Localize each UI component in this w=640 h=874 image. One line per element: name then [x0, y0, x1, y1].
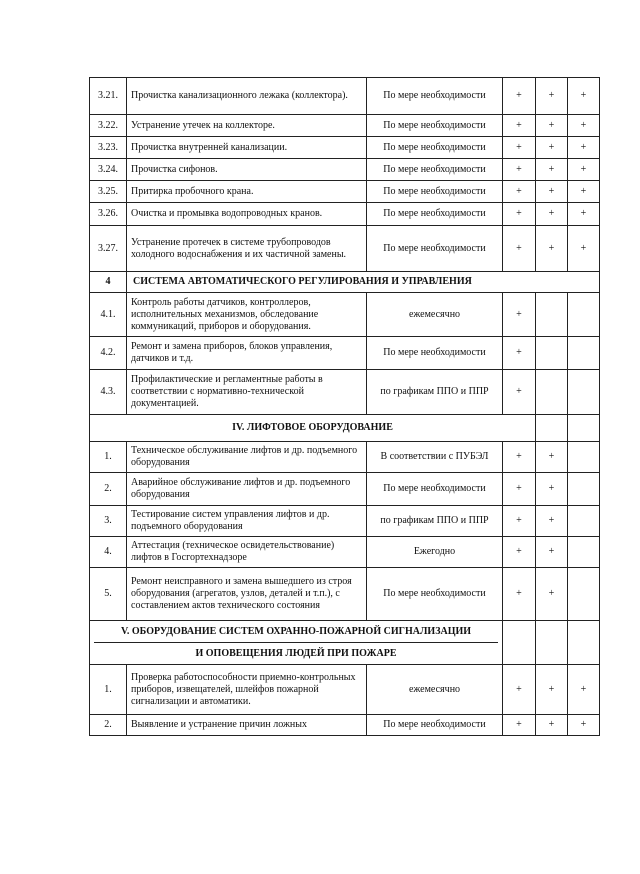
work-description: Выявление и устранение причин ложных [127, 715, 367, 736]
empty-cell [536, 621, 568, 665]
work-description: Прочистка сифонов. [127, 159, 367, 181]
mark-cell: + [503, 181, 536, 203]
mark-cell: + [536, 137, 568, 159]
mark-cell: + [536, 568, 568, 621]
work-description: Аварийное обслуживание лифтов и др. подъемного оборудования [127, 473, 367, 506]
table-row [90, 181, 600, 203]
mark-cell: + [536, 473, 568, 506]
work-frequency: По мере необходимости [367, 337, 503, 370]
row-number: 3.23. [90, 137, 127, 159]
mark-cell: + [503, 665, 536, 715]
mark-cell: + [536, 715, 568, 736]
work-description: Аттестация (техническое освидетельствование) лифтов в Госгортехнадзоре [127, 537, 367, 568]
mark-cell: + [568, 181, 600, 203]
table-row [90, 226, 600, 272]
row-number: 3.24. [90, 159, 127, 181]
row-number: 2. [90, 715, 127, 736]
mark-cell: + [568, 115, 600, 137]
mark-cell: + [503, 442, 536, 473]
mark-cell [568, 473, 600, 506]
work-frequency: по графикам ППО и ППР [367, 370, 503, 415]
section-title-line: И ОПОВЕЩЕНИЯ ЛЮДЕЙ ПРИ ПОЖАРЕ [195, 648, 397, 659]
work-description: Контроль работы датчиков, контроллеров, исполнительных механизмов, обследование коммуникаций, приборов и оборудования. [127, 293, 367, 337]
empty-cell [536, 415, 568, 442]
mark-cell: + [503, 537, 536, 568]
work-description: Ремонт неисправного и замена вышедшего из строя оборудования (агрегатов, узлов, деталей и т.п.), с составлением актов технического состояния [127, 568, 367, 621]
work-description: Притирка пробочного крана. [127, 181, 367, 203]
row-number: 2. [90, 473, 127, 506]
mark-cell: + [503, 226, 536, 272]
section-title-line: V. ОБОРУДОВАНИЕ СИСТЕМ ОХРАННО-ПОЖАРНОЙ СИГНАЛИЗАЦИИ [94, 621, 498, 643]
table-row [90, 115, 600, 137]
table-row [90, 715, 600, 736]
section-title: СИСТЕМА АВТОМАТИЧЕСКОГО РЕГУЛИРОВАНИЯ И УПРАВЛЕНИЯ [127, 272, 600, 293]
mark-cell: + [503, 78, 536, 115]
mark-cell: + [568, 226, 600, 272]
work-frequency: По мере необходимости [367, 473, 503, 506]
mark-cell [568, 370, 600, 415]
mark-cell [568, 293, 600, 337]
work-frequency: По мере необходимости [367, 115, 503, 137]
table-row [90, 506, 600, 537]
work-frequency: По мере необходимости [367, 715, 503, 736]
table-row [90, 665, 600, 715]
work-frequency: ежемесячно [367, 293, 503, 337]
mark-cell: + [568, 137, 600, 159]
table-row [90, 203, 600, 226]
row-number: 4. [90, 537, 127, 568]
mark-cell: + [536, 181, 568, 203]
work-description: Прочистка канализационного лежака (коллектора). [127, 78, 367, 115]
mark-cell: + [536, 159, 568, 181]
mark-cell [536, 337, 568, 370]
mark-cell: + [536, 78, 568, 115]
mark-cell: + [568, 78, 600, 115]
table-row [90, 159, 600, 181]
work-description: Техническое обслуживание лифтов и др. подъемного оборудования [127, 442, 367, 473]
work-description: Проверка работоспособности приемно-контрольных приборов, извещателей, шлейфов пожарной сигнализации и автоматики. [127, 665, 367, 715]
table-row [90, 293, 600, 337]
mark-cell: + [503, 473, 536, 506]
row-number: 3.25. [90, 181, 127, 203]
work-frequency: По мере необходимости [367, 181, 503, 203]
row-number: 3.26. [90, 203, 127, 226]
row-number: 1. [90, 665, 127, 715]
empty-cell [568, 621, 600, 665]
work-frequency: В соответствии с ПУБЭЛ [367, 442, 503, 473]
work-frequency: По мере необходимости [367, 568, 503, 621]
work-frequency: По мере необходимости [367, 203, 503, 226]
mark-cell: + [536, 203, 568, 226]
table-row [90, 568, 600, 621]
mark-cell: + [503, 203, 536, 226]
work-description: Прочистка внутренней канализации. [127, 137, 367, 159]
mark-cell: + [503, 159, 536, 181]
work-description: Профилактические и регламентные работы в соответствии с нормативно-технической документацией. [127, 370, 367, 415]
work-description: Тестирование систем управления лифтов и др. подъемного оборудования [127, 506, 367, 537]
mark-cell: + [568, 159, 600, 181]
table-row [90, 473, 600, 506]
table-row [90, 272, 600, 293]
mark-cell [568, 568, 600, 621]
work-frequency: по графикам ППО и ППР [367, 506, 503, 537]
mark-cell [568, 442, 600, 473]
mark-cell: + [503, 115, 536, 137]
mark-cell [568, 506, 600, 537]
section-title [90, 621, 503, 665]
table-row [90, 537, 600, 568]
mark-cell: + [536, 537, 568, 568]
work-frequency: По мере необходимости [367, 159, 503, 181]
empty-cell [568, 415, 600, 442]
mark-cell: + [568, 665, 600, 715]
row-number: 4.3. [90, 370, 127, 415]
mark-cell [568, 537, 600, 568]
mark-cell: + [503, 715, 536, 736]
table-row [90, 337, 600, 370]
work-description: Очистка и промывка водопроводных кранов. [127, 203, 367, 226]
empty-cell [503, 621, 536, 665]
table-row [90, 137, 600, 159]
row-number: 3.21. [90, 78, 127, 115]
work-frequency: ежемесячно [367, 665, 503, 715]
mark-cell: + [503, 568, 536, 621]
row-number: 3.27. [90, 226, 127, 272]
work-description: Устранение протечек в системе трубопроводов холодного водоснабжения и их частичной замены. [127, 226, 367, 272]
mark-cell: + [503, 506, 536, 537]
work-frequency: Ежегодно [367, 537, 503, 568]
table-row [90, 370, 600, 415]
row-number: 1. [90, 442, 127, 473]
mark-cell: + [503, 370, 536, 415]
mark-cell: + [568, 715, 600, 736]
row-number: 3.22. [90, 115, 127, 137]
mark-cell [536, 293, 568, 337]
table-body [90, 78, 600, 736]
section-title: IV. ЛИФТОВОЕ ОБОРУДОВАНИЕ [90, 415, 536, 442]
table-row [90, 78, 600, 115]
work-frequency: По мере необходимости [367, 78, 503, 115]
mark-cell: + [536, 665, 568, 715]
row-number: 4.1. [90, 293, 127, 337]
mark-cell: + [568, 203, 600, 226]
row-number: 3. [90, 506, 127, 537]
mark-cell: + [503, 337, 536, 370]
work-frequency: По мере необходимости [367, 137, 503, 159]
table-row [90, 442, 600, 473]
mark-cell: + [536, 506, 568, 537]
mark-cell: + [536, 115, 568, 137]
mark-cell [536, 370, 568, 415]
mark-cell: + [503, 293, 536, 337]
work-description: Устранение утечек на коллекторе. [127, 115, 367, 137]
section-number: 4 [90, 272, 127, 293]
work-description: Ремонт и замена приборов, блоков управления, датчиков и т.д. [127, 337, 367, 370]
table-row [90, 621, 600, 665]
table-row [90, 415, 600, 442]
work-frequency: По мере необходимости [367, 226, 503, 272]
mark-cell: + [536, 226, 568, 272]
maintenance-table [89, 77, 600, 736]
row-number: 4.2. [90, 337, 127, 370]
mark-cell: + [536, 442, 568, 473]
mark-cell: + [503, 137, 536, 159]
row-number: 5. [90, 568, 127, 621]
mark-cell [568, 337, 600, 370]
